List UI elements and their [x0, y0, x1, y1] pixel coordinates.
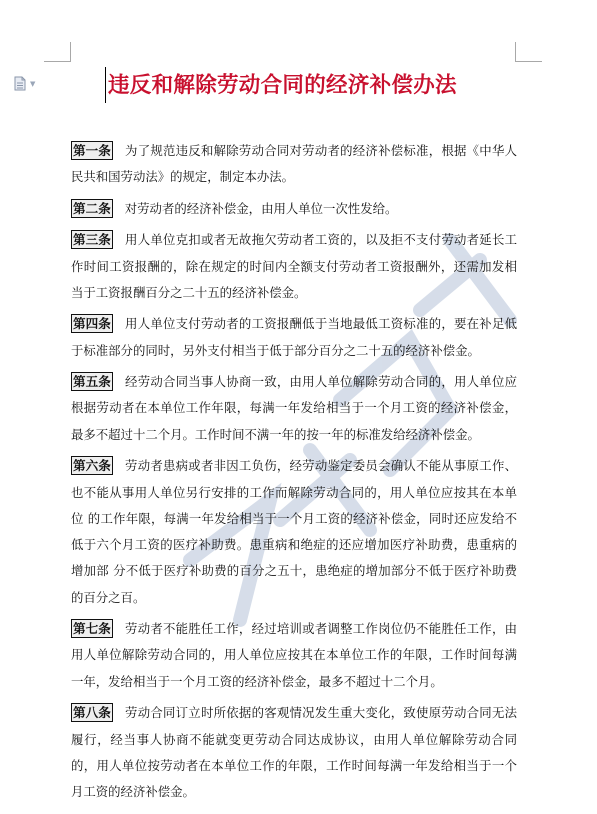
article-paragraph: [71, 196, 517, 222]
article-text: 用人单位克扣或者无故拖欠劳动者工资的，以及拒不支付劳动者延长工作时间工资报酬的，除在规定的时间内全额支付劳动者工资报酬外，还需加发相当于工资报酬百分之二十五的经济补偿金。: [71, 232, 517, 300]
article-text: 劳动者不能胜任工作，经过培训或者调整工作岗位仍不能胜任工作，由用人单位解除劳动合同的，用人单位应按其在本单位工作的年限，工作时间每满一年，发给相当于一个月工资的经济补偿金，最多不超过十二个月。: [71, 621, 517, 689]
article-text: 为了规范违反和解除劳动合同对劳动者的经济补偿标准，根据《中华人民共和国劳动法》的规定，制定本办法。: [71, 143, 517, 185]
article-number-label: 第六条: [73, 458, 111, 474]
article-number-label: 第四条: [73, 316, 111, 332]
article-paragraph: [71, 369, 517, 448]
article-text: 经劳动合同当事人协商一致，由用人单位解除劳动合同的，用人单位应根据劳动者在本单位工作年限，每满一年发给相当于一个月工资的经济补偿金，最多不超过十二个月。工作时间不满一年的按一年的标准发给经济补偿金。: [71, 374, 517, 442]
article-number-label: 第八条: [73, 705, 111, 721]
article-paragraph: [71, 138, 517, 191]
article-paragraph: [71, 311, 517, 364]
text-cursor: [105, 67, 106, 103]
article-text: 劳动者患病或者非因工负伤，经劳动鉴定委员会确认不能从事原工作、也不能从事用人单位另行安排的工作而解除劳动合同的，用人单位应按其在本单位 的工作年限，每满一年发给相当于一个月工资的经济补偿金，同时还应发给不低于六个月工资的医疗补助费。患重病和绝症的还应增加医疗补助费，患重病的增加部 分不低于医疗补助费的百分之五十，患绝症的增加部分不低于医疗补助费的百分之百。: [71, 458, 517, 605]
article-text: 劳动合同订立时所依据的客观情况发生重大变化，致使原劳动合同无法履行，经当事人协商不能就变更劳动合同达成协议，由用人单位解除劳动合同的，用人单位按劳动者在本单位工作的年限，工作时间每满一年发给相当于一个月工资的经济补偿金。: [71, 705, 517, 800]
article-number-label: 第五条: [73, 374, 111, 390]
article-list: [71, 138, 517, 811]
margin-corner-top-right: [516, 61, 542, 62]
dropdown-caret-icon[interactable]: ▼: [30, 80, 36, 88]
article-paragraph: [71, 453, 517, 611]
page-title: 违反和解除劳动合同的经济补偿办法: [108, 73, 457, 98]
article-text: 用人单位支付劳动者的工资报酬低于当地最低工资标准的，要在补足低于标准部分的同时，另外支付相当于低于部分百分之二十五的经济补偿金。: [71, 316, 517, 358]
margin-corner-top-left: [44, 61, 70, 62]
article-number-label: 第七条: [73, 621, 111, 637]
margin-corner-top-right-vertical: [515, 42, 516, 62]
article-number-label: 第二条: [73, 200, 111, 216]
article-number-label: 第一条: [73, 143, 111, 158]
article-paragraph: [71, 700, 517, 805]
article-number-label: 第三条: [73, 232, 111, 248]
document-icon[interactable]: [14, 76, 26, 91]
article-text: 对劳动者的经济补偿金，由用人单位一次性发给。: [124, 200, 398, 216]
article-paragraph: [71, 616, 517, 695]
article-paragraph: [71, 227, 517, 306]
margin-corner-top-left-vertical: [70, 42, 71, 62]
